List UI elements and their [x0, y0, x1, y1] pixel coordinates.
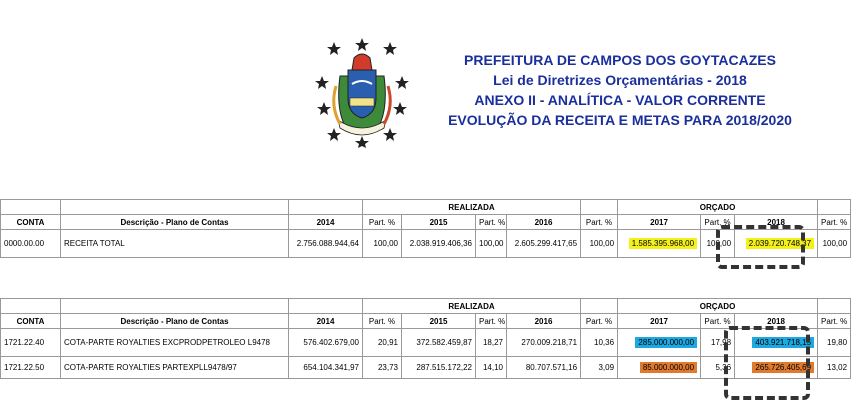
part-2018-cell: 19,80 [818, 329, 851, 357]
descricao-cell: COTA-PARTE ROYALTIES PARTEXPLL9478/97 [61, 357, 289, 379]
part-2016-cell: 10,36 [581, 329, 618, 357]
column-header-row [1, 314, 851, 329]
value-2017-cell [618, 357, 701, 379]
year-2015-header: 2015 [402, 314, 476, 329]
part-header: Part. % [476, 215, 507, 230]
value-2016-cell: 80.707.571,16 [507, 357, 581, 379]
header-line-1: PREFEITURA DE CAMPOS DOS GOYTACAZES [464, 52, 776, 68]
part-2015-cell: 14,10 [476, 357, 507, 379]
part-2016-cell: 100,00 [581, 230, 618, 258]
group-header-row [1, 299, 851, 314]
value-2014-cell: 654.104.341,97 [289, 357, 363, 379]
value-2017-cell [618, 329, 701, 357]
year-2018-header: 2018 [735, 314, 818, 329]
value-2017-highlight: 285.000.000,00 [635, 337, 697, 348]
conta-cell: 0000.00.00 [1, 230, 61, 258]
part-header: Part. % [363, 215, 402, 230]
value-2016-cell: 2.605.299.417,65 [507, 230, 581, 258]
value-2016-cell: 270.009.218,71 [507, 329, 581, 357]
part-header: Part. % [581, 314, 618, 329]
value-2015-cell: 372.582.459,87 [402, 329, 476, 357]
part-2018-cell: 13,02 [818, 357, 851, 379]
part-2015-cell: 100,00 [476, 230, 507, 258]
annotation-box [716, 225, 805, 269]
part-2015-cell: 18,27 [476, 329, 507, 357]
descricao-header: Descrição - Plano de Contas [61, 215, 289, 230]
group-header-row [1, 200, 851, 215]
part-2017-cell: 17,98 [701, 329, 735, 357]
year-2015-header: 2015 [402, 215, 476, 230]
year-2014-header: 2014 [289, 314, 363, 329]
realizada-header: REALIZADA [363, 200, 581, 215]
header-line-4: EVOLUÇÃO DA RECEITA E METAS PARA 2018/2020 [448, 112, 792, 128]
value-2015-cell: 287.515.172,22 [402, 357, 476, 379]
realizada-header: REALIZADA [363, 299, 581, 314]
value-2017-highlight: 1.585.395.968,00 [629, 238, 697, 249]
value-2018-highlight: 403.921.718,15 [752, 337, 814, 348]
value-2014-cell: 2.756.088.944,64 [289, 230, 363, 258]
part-2017-cell: 5,36 [701, 357, 735, 379]
part-header: Part. % [581, 215, 618, 230]
part-2014-cell: 20,91 [363, 329, 402, 357]
value-2017-highlight: 85.000.000,00 [640, 362, 697, 373]
orcado-header: ORÇADO [618, 200, 818, 215]
part-2014-cell: 100,00 [363, 230, 402, 258]
part-header: Part. % [818, 215, 851, 230]
year-2014-header: 2014 [289, 215, 363, 230]
year-2017-header: 2017 [618, 215, 701, 230]
part-2014-cell: 23,73 [363, 357, 402, 379]
annotation-box [724, 326, 810, 400]
conta-cell: 1721.22.50 [1, 357, 61, 379]
part-2018-cell: 100,00 [818, 230, 851, 258]
value-2018-highlight: 265.726.405,69 [752, 362, 814, 373]
descricao-cell: COTA-PARTE ROYALTIES EXCPRODPETROLEO L9478 [61, 329, 289, 357]
orcado-header: ORÇADO [618, 299, 818, 314]
descricao-header: Descrição - Plano de Contas [61, 314, 289, 329]
value-2018-highlight: 2.039.720.748,37 [746, 238, 814, 249]
part-header: Part. % [701, 314, 735, 329]
part-header: Part. % [701, 215, 735, 230]
header-line-2: Lei de Diretrizes Orçamentárias - 2018 [493, 72, 747, 88]
year-2016-header: 2016 [507, 314, 581, 329]
value-2017-cell [618, 230, 701, 258]
report-header [420, 50, 820, 130]
value-2015-cell: 2.038.919.406,36 [402, 230, 476, 258]
header-line-3: ANEXO II - ANALÍTICA - VALOR CORRENTE [474, 92, 766, 108]
conta-cell: 1721.22.40 [1, 329, 61, 357]
year-2018-header: 2018 [735, 215, 818, 230]
year-2017-header: 2017 [618, 314, 701, 329]
descricao-cell: RECEITA TOTAL [61, 230, 289, 258]
part-header: Part. % [818, 314, 851, 329]
part-2017-cell: 100,00 [701, 230, 735, 258]
conta-header: CONTA [1, 215, 61, 230]
coat-of-arms-icon [314, 36, 410, 148]
part-2016-cell: 3,09 [581, 357, 618, 379]
part-header: Part. % [476, 314, 507, 329]
conta-header: CONTA [1, 314, 61, 329]
part-header: Part. % [363, 314, 402, 329]
value-2014-cell: 576.402.679,00 [289, 329, 363, 357]
year-2016-header: 2016 [507, 215, 581, 230]
